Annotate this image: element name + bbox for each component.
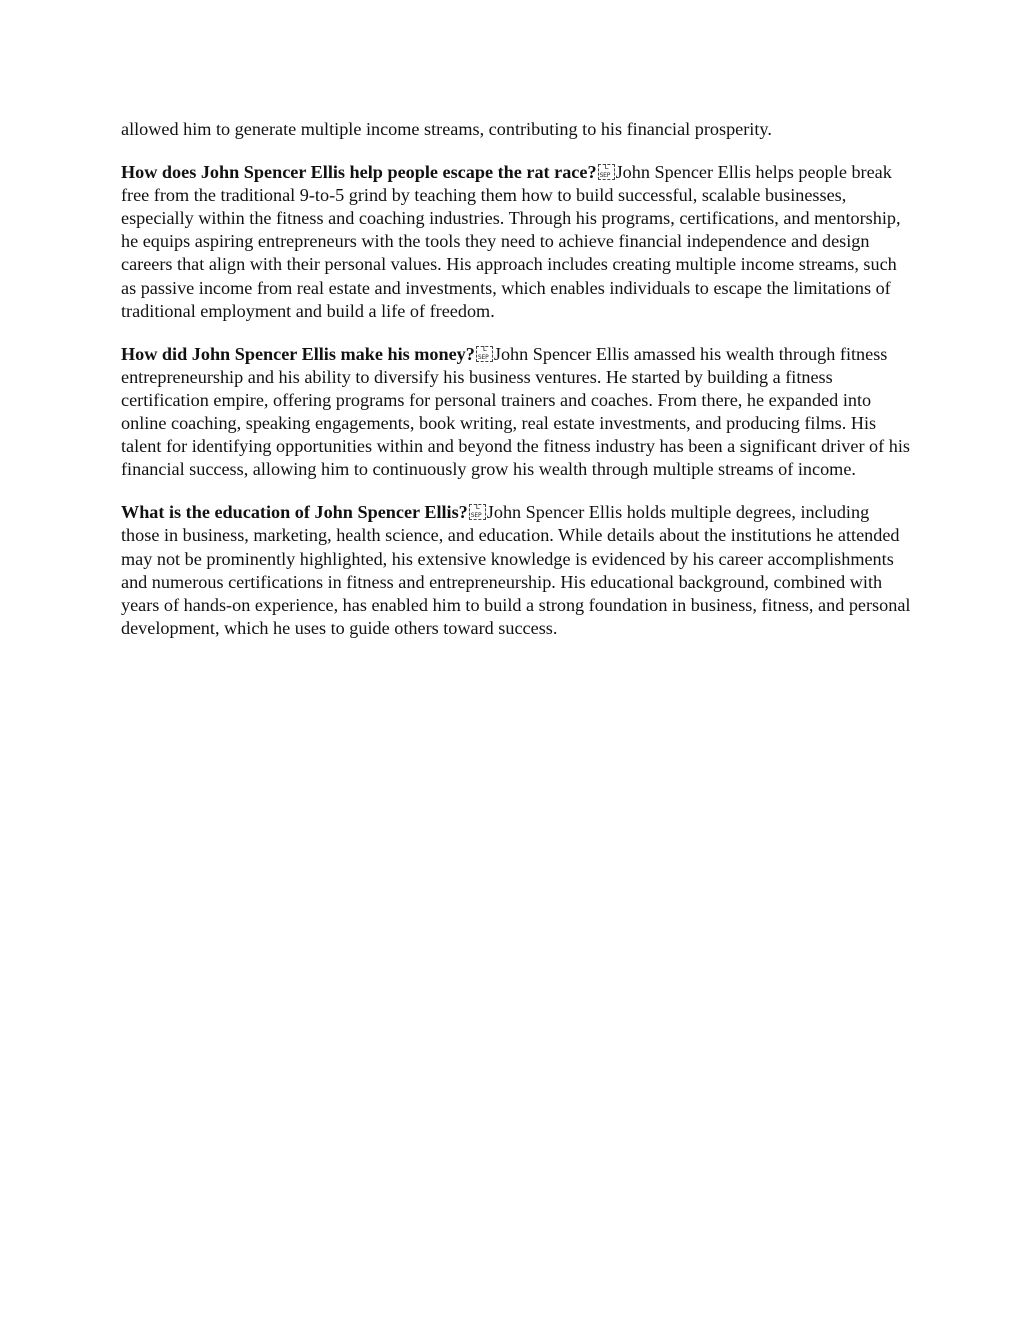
faq-question: How did John Spencer Ellis make his money? [121, 343, 475, 364]
intro-text: allowed him to generate multiple income streams, contributing to his financial prosperity. [121, 119, 772, 139]
faq-item [121, 343, 911, 482]
faq-answer: John Spencer Ellis helps people break free from the traditional 9-to-5 grind by teaching them how to build successful, scalable businesses, especially within the fitness and coaching industries. Through his programs, certifications, and mentorship, he equips aspiring entrepreneurs with the tools they need to achieve financial independence and design careers that align with their personal values. His approach includes creating multiple income streams, such as passive income from real estate and investments, which enables individuals to escape the limitations of traditional employment and build a life of freedom. [121, 162, 901, 321]
separator-glyph-icon [476, 346, 493, 362]
faq-answer: John Spencer Ellis holds multiple degrees, including those in business, marketing, health science, and education. While details about the institutions he attended may not be prominently highlighted, his extensive knowledge is evidenced by his career accomplishments and numerous certifications in fitness and entrepreneurship. His educational background, combined with years of hands-on experience, has enabled him to build a strong foundation in business, fitness, and personal development, which he uses to guide others toward success. [121, 502, 911, 638]
faq-item [121, 501, 911, 640]
separator-glyph-icon [598, 164, 615, 180]
faq-question: What is the education of John Spencer Ellis? [121, 502, 468, 523]
document-page [121, 118, 911, 660]
faq-answer: John Spencer Ellis amassed his wealth through fitness entrepreneurship and his ability to diversify his business ventures. He started by building a fitness certification empire, offering programs for personal trainers and coaches. From there, he expanded into online coaching, speaking engagements, book writing, real estate investments, and producing films. His talent for identifying opportunities within and beyond the fitness industry has been a significant driver of his financial success, allowing him to continuously grow his wealth through multiple streams of income. [121, 343, 910, 480]
separator-glyph-icon [469, 504, 486, 520]
faq-question: How does John Spencer Ellis help people escape the rat race? [121, 162, 597, 183]
intro-paragraph [121, 118, 911, 141]
faq-item [121, 161, 911, 323]
